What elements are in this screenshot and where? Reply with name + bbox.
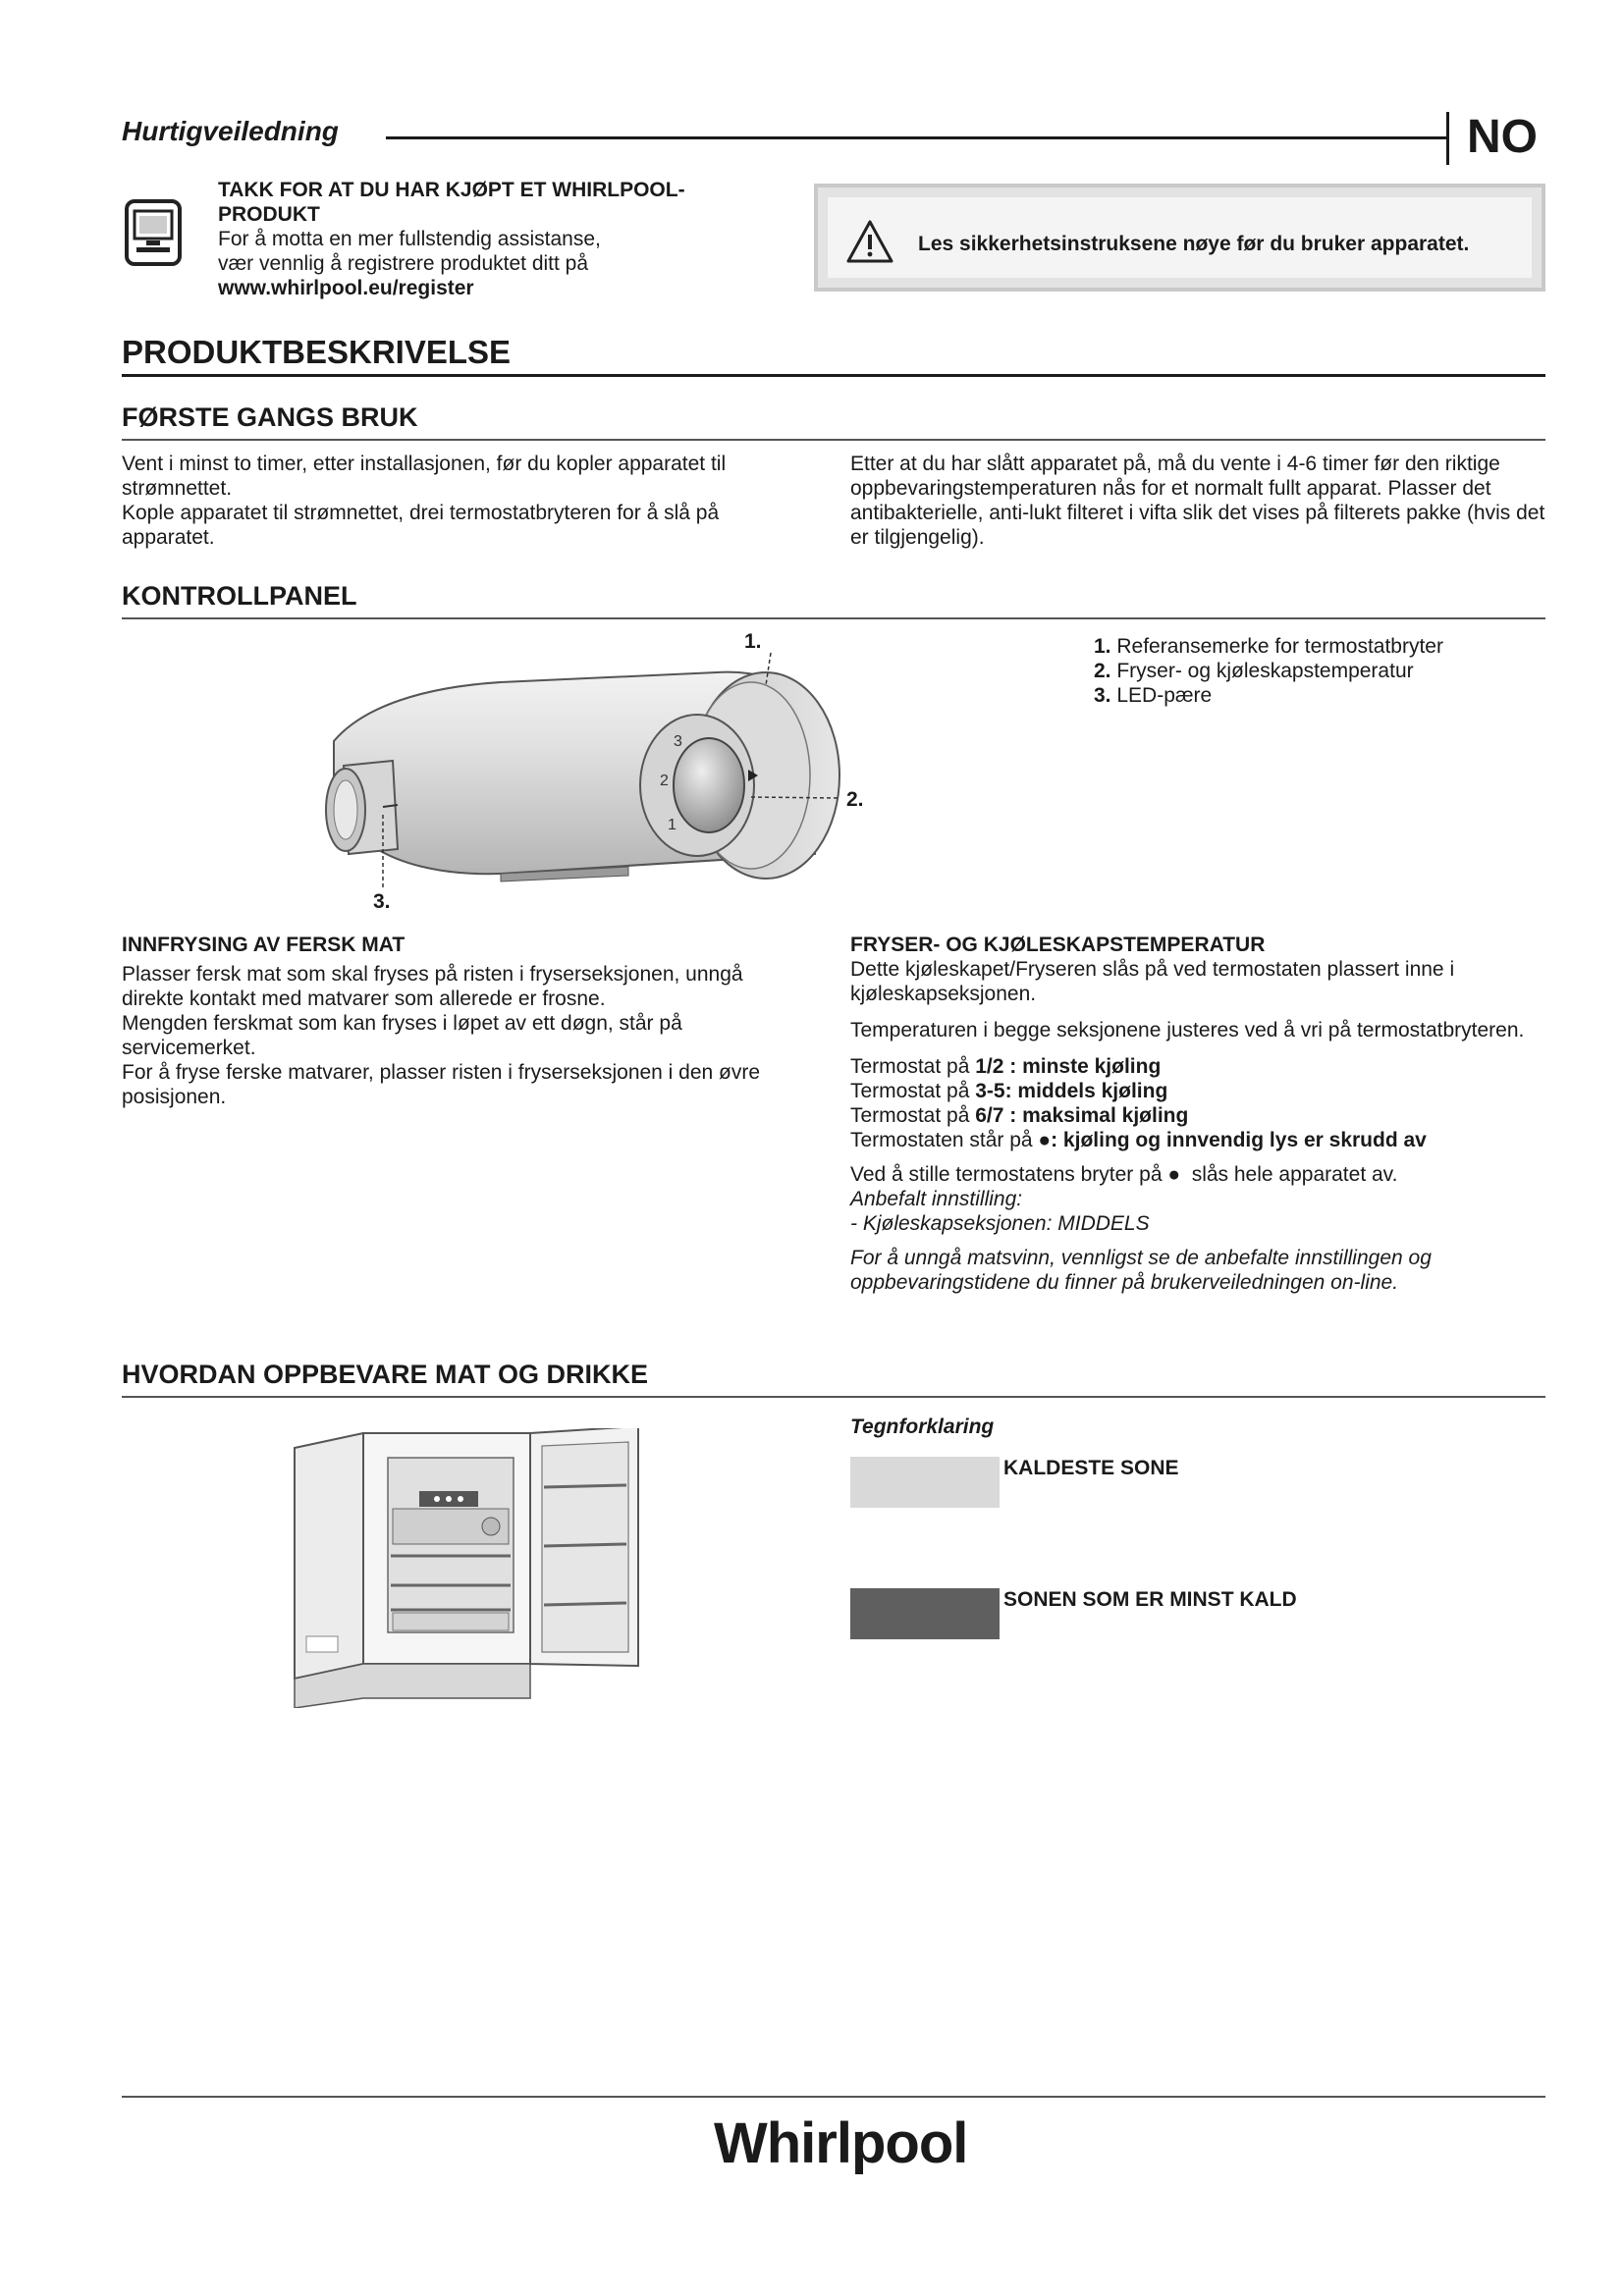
storage-heading: HVORDAN OPPBEVARE MAT OG DRIKKE	[122, 1360, 649, 1389]
recommended-value: - Kjøleskapseksjonen: MIDDELS	[850, 1212, 1150, 1235]
thermostat-setting: Termostaten står på ●: kjøling og innvendig lys er skrudd av	[850, 1129, 1427, 1151]
callout-label-2: 2.	[846, 788, 864, 811]
thermostat-setting: Termostat på 3-5: middels kjøling	[850, 1080, 1168, 1102]
dial-number-1: 1	[668, 817, 677, 833]
thermostat-setting: Termostat på 6/7 : maksimal kjøling	[850, 1104, 1189, 1127]
freezing-text	[122, 962, 799, 1109]
registration-line1: For å motta en mer fullstendig assistanse,	[218, 228, 601, 250]
dial-number-3: 3	[674, 733, 682, 750]
registration-heading-line1: TAKK FOR AT DU HAR KJØPT ET WHIRLPOOL-	[218, 179, 685, 201]
coldest-zone-swatch	[850, 1457, 1000, 1508]
registration-heading-line2: PRODUKT	[218, 203, 320, 226]
fridge-illustration	[285, 1428, 658, 1708]
legend-title: Tegnforklaring	[850, 1415, 995, 1438]
registration-line2: vær vennlig å registrere produktet ditt på	[218, 252, 589, 275]
safety-warning-box	[814, 184, 1545, 292]
whirlpool-logo: Whirlpool	[714, 2111, 968, 2175]
first-use-paragraph-1: Vent i minst to timer, etter installasjonen, før du kopler apparatet til strømnettet.	[122, 453, 727, 500]
freezing-paragraph-3: For å fryse ferske matvarer, plasser risten i fryserseksjonen i den øvre posisjonen.	[122, 1061, 761, 1108]
dial-number-2: 2	[660, 773, 669, 789]
thermostat-setting: Termostat på 1/2 : minste kjøling	[850, 1055, 1162, 1078]
legend-item: 2. Fryser- og kjøleskapstemperatur	[1094, 660, 1414, 682]
safety-warning-text: Les sikkerhetsinstruksene nøye før du bruker apparatet.	[918, 233, 1470, 255]
legend-item: 3. LED-pære	[1094, 684, 1213, 707]
temperature-heading: FRYSER- OG KJØLESKAPSTEMPERATUR	[850, 934, 1266, 956]
food-waste-note: For å unngå matsvinn, vennligst se de anbefalte innstillingen og oppbevaringstidene du finner på brukerveiledningen on-line.	[850, 1247, 1432, 1294]
freezing-paragraph-2: Mengden ferskmat som kan fryses i løpet av ett døgn, står på servicemerket.	[122, 1012, 682, 1059]
callout-label-1: 1.	[744, 630, 762, 653]
control-panel-legend	[1094, 634, 1545, 708]
recommended-label: Anbefalt innstilling:	[850, 1188, 1023, 1210]
thermostat-off-note: Ved å stille termostatens bryter på ● slås hele apparatet av.	[850, 1163, 1398, 1186]
section-rule	[122, 374, 1545, 377]
first-use-heading: FØRSTE GANGS BRUK	[122, 402, 418, 432]
header-divider	[1446, 112, 1449, 165]
first-use-left-text	[122, 452, 789, 550]
temperature-text	[850, 957, 1545, 1295]
legend-item: 1. Referansemerke for termostatbryter	[1094, 635, 1443, 658]
least-cold-zone-swatch	[850, 1588, 1000, 1639]
product-description-heading: PRODUKTBESKRIVELSE	[122, 334, 512, 370]
first-use-rule	[122, 439, 1545, 441]
control-panel-rule	[122, 617, 1545, 619]
warning-triangle-icon	[845, 219, 894, 264]
first-use-paragraph-2: Kople apparatet til strømnettet, drei termostatbryteren for å slå på apparatet.	[122, 502, 720, 549]
least-cold-zone-label: SONEN SOM ER MINST KALD	[1003, 1588, 1297, 1611]
thermostat-settings-list	[850, 1054, 1545, 1152]
freezing-paragraph-1: Plasser fersk mat som skal fryses på risten i fryserseksjonen, unngå direkte kontakt med matvarer som allerede er frosne.	[122, 963, 743, 1010]
temperature-paragraph-1: Dette kjøleskapet/Fryseren slås på ved termostaten plassert inne i kjøleskapseksjonen.	[850, 958, 1455, 1005]
freezing-heading: INNFRYSING AV FERSK MAT	[122, 934, 406, 956]
callout-label-3: 3.	[373, 890, 391, 913]
guide-title: Hurtigveiledning	[122, 116, 339, 146]
control-panel-illustration	[304, 628, 893, 923]
header-rule	[386, 136, 1446, 139]
off-dot-icon: ●	[1038, 1129, 1052, 1151]
registration-url-link[interactable]: www.whirlpool.eu/register	[218, 277, 474, 299]
temperature-paragraph-2: Temperaturen i begge seksjonene justeres ved å vri på termostatbryteren.	[850, 1019, 1525, 1041]
footer-rule	[122, 2096, 1545, 2098]
language-code: NO	[1467, 111, 1538, 163]
coldest-zone-label: KALDESTE SONE	[1003, 1457, 1179, 1479]
computer-monitor-icon	[125, 199, 182, 266]
control-panel-heading: KONTROLLPANEL	[122, 581, 357, 611]
storage-rule	[122, 1396, 1545, 1398]
registration-note	[218, 178, 709, 300]
first-use-right-text: Etter at du har slått apparatet på, må du vente i 4-6 timer før den riktige oppbevaringstemperaturen nås for et normalt fullt apparat. Plasser det antibakterielle, anti-lukt filteret i vifta slik det vises på filterets pakke (hvis det er tilgjengelig).	[850, 453, 1545, 549]
off-dot-icon: ●	[1167, 1163, 1181, 1186]
